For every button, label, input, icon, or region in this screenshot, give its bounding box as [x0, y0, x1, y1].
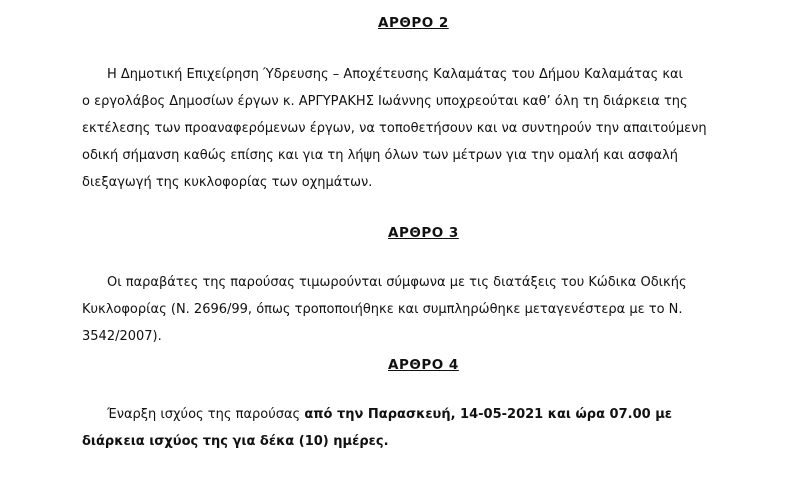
article-4-line-1-bold: από την Παρασκευή, 14-05-2021 και ώρα 07.00 με [304, 407, 673, 422]
article-3-line-3: 3542/2007). [82, 329, 162, 344]
article-2-heading: ΑΡΘΡΟ 2 [378, 15, 449, 31]
article-2-line-3: εκτέλεσης των προαναφερόμενων έργων, να τοποθετήσουν και να συντηρούν την απαιτούμενη [82, 121, 707, 136]
article-3-heading: ΑΡΘΡΟ 3 [388, 225, 459, 241]
article-4-line-1-normal: Έναρξη ισχύος της παρούσας [107, 407, 305, 422]
article-2-line-5: διεξαγωγή της κυκλοφορίας των οχημάτων. [82, 175, 373, 190]
article-2-line-2: ο εργολάβος Δημοσίων έργων κ. ΑΡΓΥΡΑΚΗΣ Ιωάννης υποχρεούται καθ’ όλη τη διάρκεια της [82, 94, 688, 109]
article-3-line-1: Οι παραβάτες της παρούσας τιμωρούνται σύμφωνα με τις διατάξεις του Κώδικα Οδικής [107, 275, 687, 290]
article-4-line-1 [107, 407, 672, 423]
article-4-line-2: διάρκεια ισχύος της για δέκα (10) ημέρες. [82, 434, 389, 449]
article-4-heading: ΑΡΘΡΟ 4 [388, 357, 459, 373]
article-2-line-1: Η Δημοτική Επιχείρηση Ύδρευσης – Αποχέτευσης Καλαμάτας του Δήμου Καλαμάτας και [107, 67, 683, 82]
article-2-line-4: οδική σήμανση καθώς επίσης και για τη λήψη όλων των μέτρων για την ομαλή και ασφαλή [82, 148, 678, 163]
article-3-line-2: Κυκλοφορίας (Ν. 2696/99, όπως τροποποιήθηκε και συμπληρώθηκε μεταγενέστερα με το Ν. [82, 302, 683, 317]
